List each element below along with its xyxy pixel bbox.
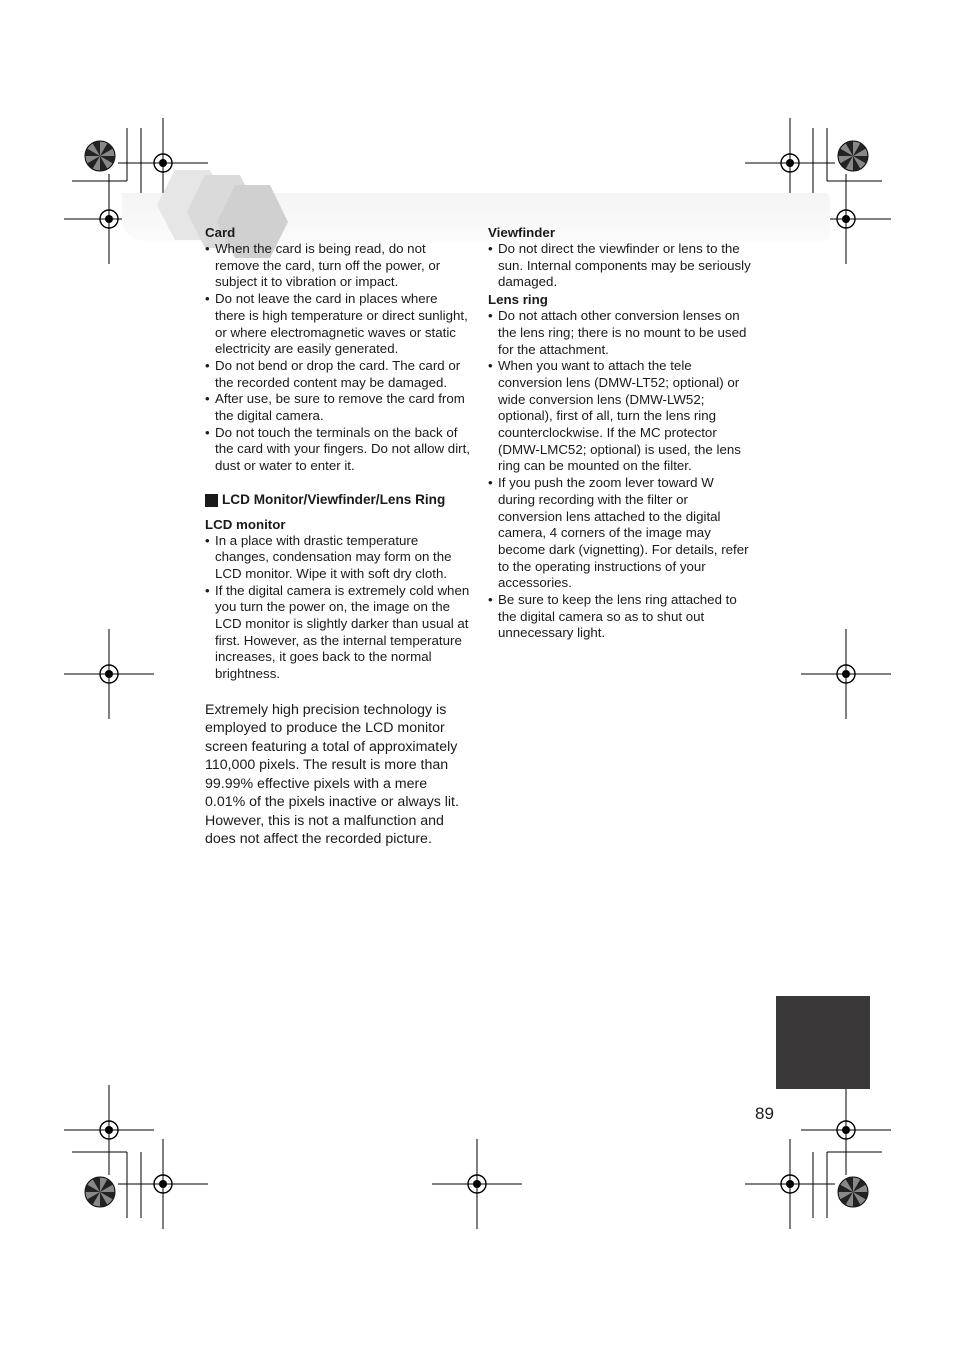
list-item: • Do not attach other conversion lenses on the lens ring; there is no mount to be used for the attachment. (488, 308, 747, 357)
list-item: • When you want to attach the tele conversion lens (DMW-LT52; optional) or wide conversion lens (DMW-LW52; optional), first of all, turn the lens ring counterclockwise. If the MC protector (DMW-LMC52; optional) is used, the lens ring can be mounted on the filter. (488, 358, 741, 474)
list-item: • Do not bend or drop the card. The card or the recorded content may be damaged. (205, 357, 461, 390)
list-item: • After use, be sure to remove the card from the digital camera. (205, 391, 465, 424)
viewfinder-heading: Viewfinder (488, 225, 555, 240)
card-heading: Card (205, 225, 236, 240)
section-title: LCD Monitor/Viewfinder/Lens Ring (205, 492, 470, 509)
lcd-precision-note: Extremely high precision technology is employed to produce the LCD monitor screen featuring a total of approximately 110,000 pixels. The result is more than 99.99% effective pixels with a mere 0.01% of the pixels inactive or always lit. However, this is not a malfunction and does not affect the recorded picture. (205, 701, 459, 848)
lcd-monitor-heading: LCD monitor (205, 516, 286, 532)
list-item: • Do not touch the terminals on the back of the card with your fingers. Do not allow dirt, dust or water to enter it. (205, 424, 470, 474)
right-column (488, 224, 753, 642)
list-item: • In a place with drastic temperature changes, condensation may form on the LCD monitor. Wipe it with soft dry cloth. (205, 532, 452, 581)
list-item: • When the card is being read, do not remove the card, turn off the power, or subject it to vibration or impact. (205, 241, 441, 290)
list-item: • If you push the zoom lever toward W during recording with the filter or conversion lens attached to the digital camera, 4 corners of the image may become dark (vignetting). For details, refer to the operating instructions of your accessories. (488, 475, 749, 591)
lens-ring-list (488, 308, 753, 642)
list-item: • If the digital camera is extremely cold when you turn the power on, the image on the LCD monitor is slightly darker than usual at first. However, as the internal temperature increases, it goes back to the normal brightness. (205, 582, 470, 682)
viewfinder-list (488, 241, 753, 291)
page-number: 89 (755, 1104, 774, 1123)
chapter-tab (776, 996, 870, 1089)
card-list (205, 241, 470, 475)
list-item: • Do not leave the card in places where there is high temperature or direct sunlight, or where electromagnetic waves or static electricity are easily generated. (205, 291, 468, 357)
lens-ring-heading: Lens ring (488, 292, 548, 308)
section-square-icon (205, 494, 218, 507)
list-item: • Do not direct the viewfinder or lens to the sun. Internal components may be seriously damaged. (488, 241, 751, 290)
left-column (205, 224, 470, 863)
list-item: • Be sure to keep the lens ring attached to the digital camera so as to shut out unnecessary light. (488, 592, 737, 641)
lcd-monitor-list (205, 533, 470, 683)
